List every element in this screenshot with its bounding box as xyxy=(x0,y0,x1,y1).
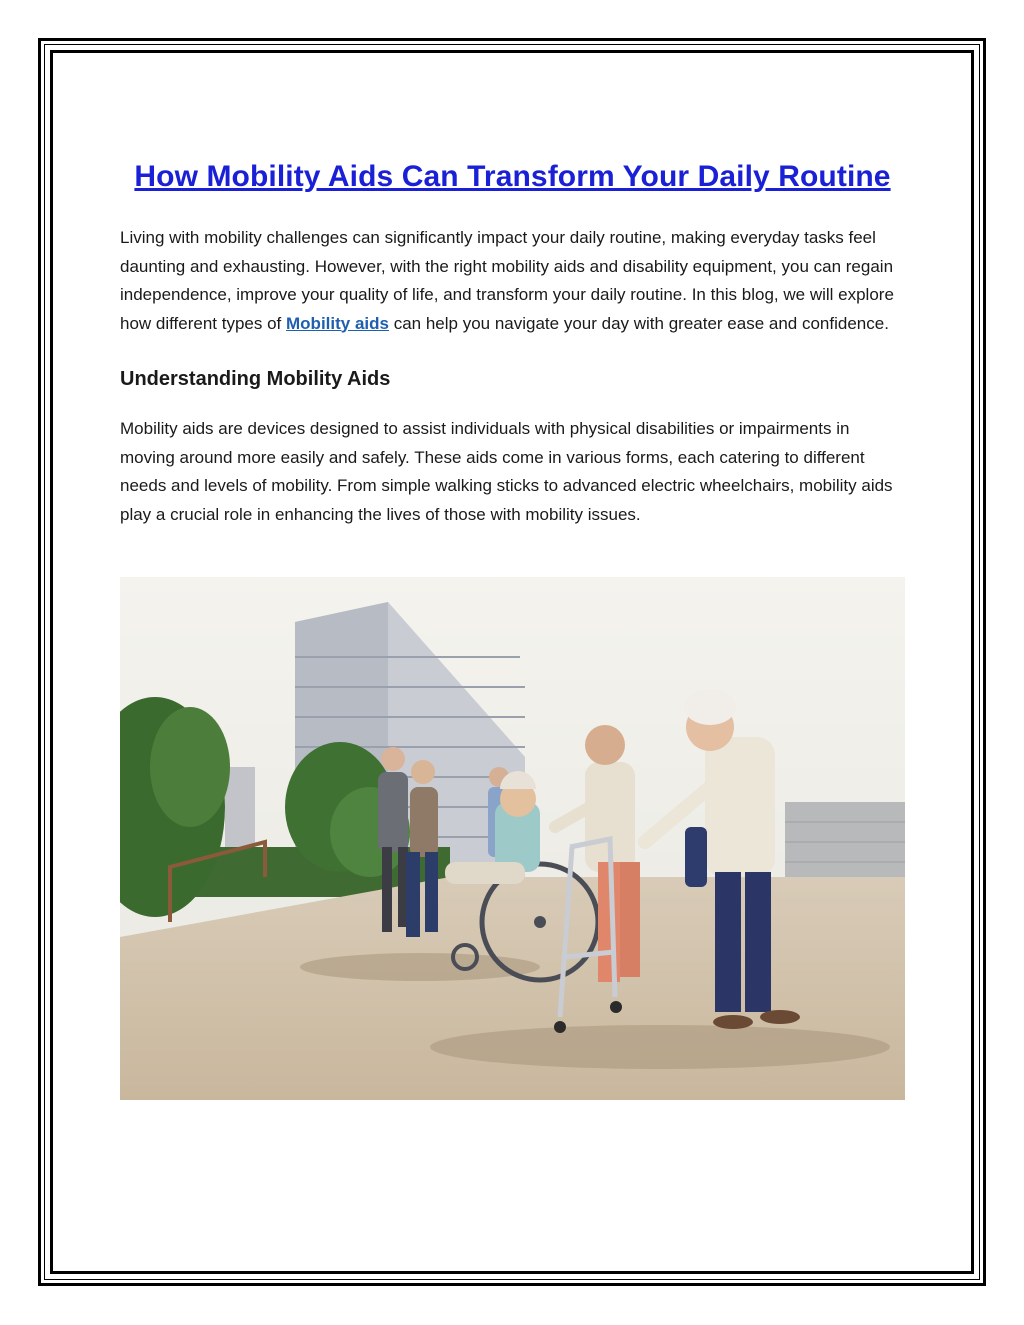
article-body xyxy=(120,150,905,529)
intro-text-before-link: Living with mobility challenges can significantly impact your daily routine, making everyday tasks feel daunting and exhausting. However, with the right mobility aids and disability equipment, you can regain independence, improve your quality of life, and transform your daily routine. In this blog, we will explore how different types of xyxy=(120,228,894,333)
mobility-aids-link[interactable]: Mobility aids xyxy=(286,313,389,333)
seniors-with-mobility-aids-photo xyxy=(120,577,905,1100)
intro-text-after-link: can help you navigate your day with greater ease and confidence. xyxy=(388,313,889,333)
intro-paragraph xyxy=(120,224,905,338)
section-paragraph: Mobility aids are devices designed to assist individuals with physical disabilities or impairments in moving around more easily and safely. These aids come in various forms, each catering to different needs and levels of mobility. From simple walking sticks to advanced electric wheelchairs, mobility aids play a crucial role in enhancing the lives of those with mobility issues. xyxy=(120,419,893,524)
article-title: How Mobility Aids Can Transform Your Daily Routine xyxy=(134,160,891,193)
section-heading: Understanding Mobility Aids xyxy=(120,368,391,390)
